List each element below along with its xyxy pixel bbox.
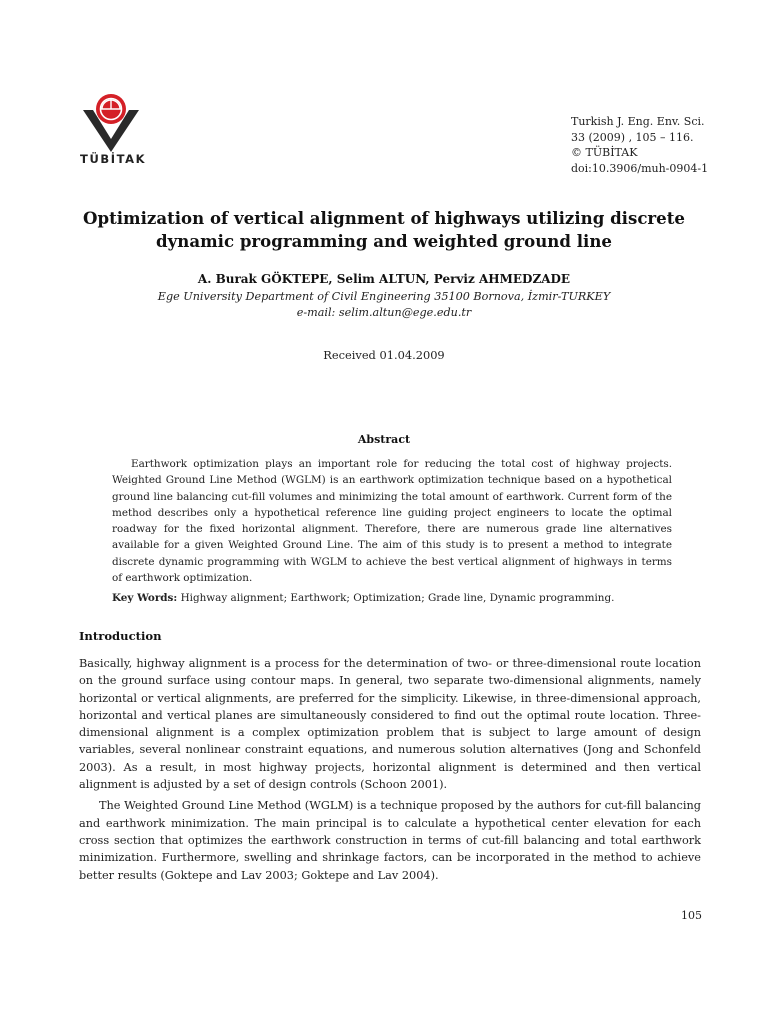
keywords <box>112 590 672 606</box>
page-number: 105 <box>681 909 702 922</box>
tubitak-emblem-icon <box>80 92 142 154</box>
keywords-label: Key Words: <box>112 592 178 604</box>
abstract-body <box>112 456 672 586</box>
title-line-2: dynamic programming and weighted ground line <box>156 231 612 251</box>
affiliation: Ege University Department of Civil Engineering 35100 Bornova, İzmir-TURKEY <box>157 290 611 303</box>
introduction-paragraph-1: Basically, highway alignment is a process for the determination of two- or three-dimensional route location on the ground surface using contour maps. In general, two separate two-dimensional alignments, namely horizontal or vertical alignments, are preferred for the simplicity. Likewise, in three-dimensional approach, horizontal and vertical planes are simultaneously considered to find out the optimal route location. Three-dimensional alignment is a complex optimization problem that is subject to large amount of design variables, several nonlinear constraint equations, and numerous solution alternatives (Jong and Schonfeld 2003). As a result, in most highway projects, horizontal alignment is determined and then vertical alignment is adjusted by a set of design controls (Schoon 2001). <box>79 657 701 792</box>
keywords-text: Highway alignment; Earthwork; Optimization; Grade line, Dynamic programming. <box>180 592 615 604</box>
received-date: Received 01.04.2009 <box>323 348 445 362</box>
authors: A. Burak GÖKTEPE, Selim ALTUN, Perviz AHMEDZADE <box>197 272 571 286</box>
introduction-paragraph-2: The Weighted Ground Line Method (WGLM) is a technique proposed by the authors for cut-fill balancing and earthwork minimization. The main principal is to calculate a hypothetical center elevation for each cross section that optimizes the earthwork construction in terms of cut-fill balancing and total earthwork minimization. Furthermore, swelling and shrinkage factors, can be incorporated in the method to achieve better results (Goktepe and Lav 2003; Goktepe and Lav 2004). <box>79 799 701 882</box>
affiliation-block <box>60 289 708 320</box>
journal-copyright: © TÜBİTAK <box>571 146 638 159</box>
journal-info <box>571 114 708 176</box>
introduction-body <box>79 655 701 888</box>
title-line-1: Optimization of vertical alignment of highways utilizing discrete <box>83 208 685 228</box>
journal-doi: doi:10.3906/muh-0904-1 <box>571 161 709 175</box>
logo-wordmark: TÜBİTAK <box>80 152 147 166</box>
abstract-text: Earthwork optimization plays an important role for reducing the total cost of highway projects. Weighted Ground Line Method (WGLM) is an earthwork optimization technique based on a hypothetical ground line balancing cut-fill volumes and minimizing the total amount of earthwork. Current form of the method describes only a hypothetical reference line guiding project engineers to locate the optimal roadway for the fixed horizontal alignment. Therefore, there are numerous grade line alternatives available for a given Weighted Ground Line. The aim of this study is to present a method to integrate discrete dynamic programming with WGLM to achieve the best vertical alignment of highways in terms of earthwork optimization. <box>112 458 672 585</box>
paper-title <box>60 207 708 253</box>
abstract-heading: Abstract <box>357 433 411 446</box>
section-heading-introduction: Introduction <box>79 629 162 643</box>
journal-volume: 33 (2009) , 105 – 116. <box>571 130 694 144</box>
journal-name: Turkish J. Eng. Env. Sci. <box>571 115 705 128</box>
email: e-mail: selim.altun@ege.edu.tr <box>296 305 472 319</box>
